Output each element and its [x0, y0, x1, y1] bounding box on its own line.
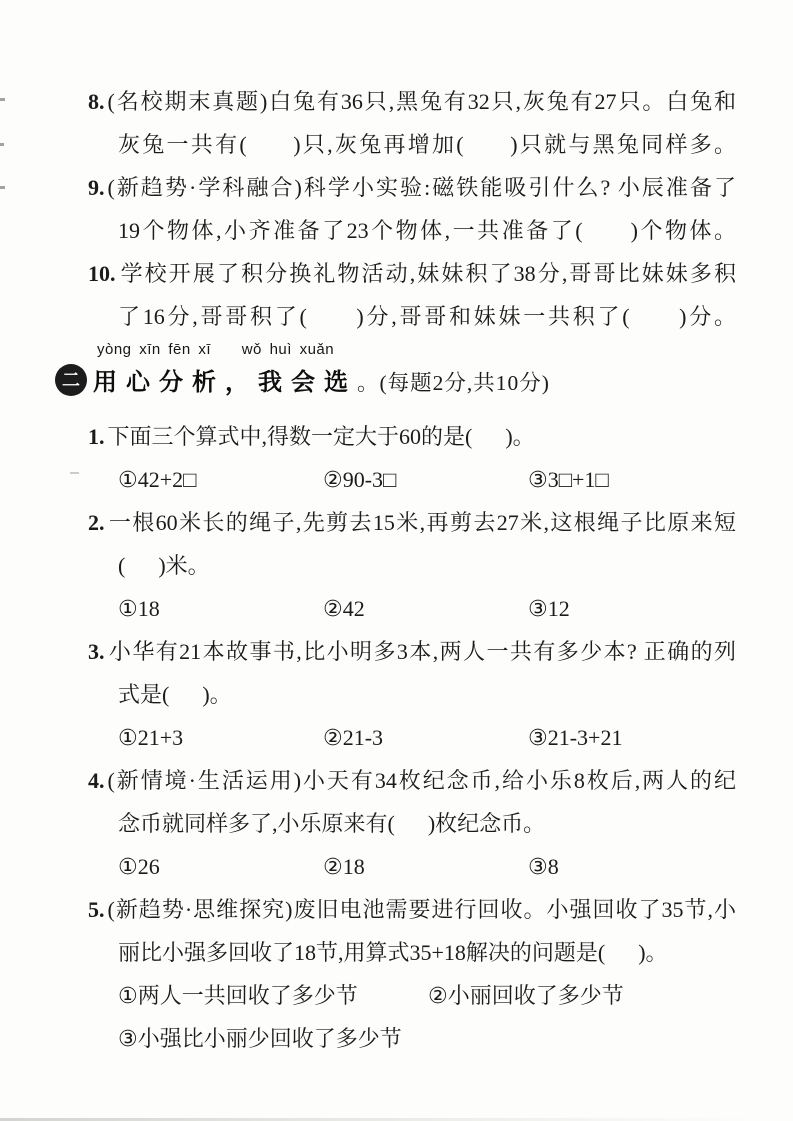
- section-score-note: 。(每题2分,共10分): [357, 371, 550, 395]
- q10-number: 10.: [88, 261, 116, 286]
- c3-option-2: ②21-3: [323, 725, 384, 750]
- q8-line-2: [88, 123, 736, 166]
- q8-text-2: 灰兔一共有( )只,灰兔再增加( )只就与黑兔同样多。: [118, 132, 736, 157]
- q9-line-1: [88, 166, 736, 209]
- c4-text-2: 念币就同样多了,小乐原来有( )枚纪念币。: [118, 811, 546, 836]
- c3-text-2: 式是( )。: [118, 682, 232, 707]
- c1-number: 1.: [88, 424, 105, 449]
- c5-number: 5.: [88, 897, 105, 922]
- q9-number: 9.: [88, 175, 105, 200]
- c1-line-1: [88, 415, 736, 458]
- c5-option-2: ②小丽回收了多少节: [428, 983, 624, 1008]
- section-pinyin: yòng xīn fēn xī wǒ huì xuǎn: [97, 341, 335, 358]
- c4-options: [88, 845, 736, 888]
- section-title-text: 用心分析，我会选: [93, 369, 357, 396]
- c4-line-1: [88, 759, 736, 802]
- c3-options: [88, 716, 736, 759]
- c2-number: 2.: [88, 510, 105, 535]
- c3-line-2: [88, 673, 736, 716]
- c2-option-2: ②42: [323, 596, 365, 621]
- c5-line-2: [88, 931, 736, 974]
- c4-line-2: [88, 802, 736, 845]
- c3-line-1: [88, 630, 736, 673]
- scan-artifact: [0, 186, 5, 189]
- section-two-header: [55, 338, 736, 415]
- c5-option-3: ③小强比小丽少回收了多少节: [118, 1026, 402, 1051]
- c4-option-3: ③8: [528, 854, 559, 879]
- c4-option-2: ②18: [323, 854, 365, 879]
- q10-text-1: 学校开展了积分换礼物活动,妹妹积了38分,哥哥比妹妹多积: [118, 261, 736, 286]
- c1-option-1: ①42+2□: [118, 467, 197, 492]
- c5-text-2: 丽比小强多回收了18节,用算式35+18解决的问题是( )。: [118, 940, 668, 965]
- q9-line-2: [88, 209, 736, 252]
- c2-option-3: ③12: [528, 596, 570, 621]
- c3-number: 3.: [88, 639, 105, 664]
- q8-line-1: [88, 80, 736, 123]
- c2-text-2: ( )米。: [118, 553, 210, 578]
- section-title: [93, 362, 550, 397]
- c3-option-1: ①21+3: [118, 725, 184, 750]
- c1-option-2: ②90-3□: [323, 467, 397, 492]
- c2-option-1: ①18: [118, 596, 160, 621]
- q10-line-1: [88, 252, 736, 295]
- q10-text-2: 了16分,哥哥积了( )分,哥哥和妹妹一共积了( )分。: [118, 304, 736, 329]
- c5-line-1: [88, 888, 736, 931]
- scan-artifact: [0, 98, 5, 101]
- c2-line-2: [88, 544, 736, 587]
- c5-text-1: (新趋势·思维探究)废旧电池需要进行回收。小强回收了35节,小: [107, 897, 736, 922]
- section-two-icon: [55, 364, 87, 396]
- scan-artifact: [70, 472, 79, 474]
- c4-text-1: (新情境·生活运用)小天有34枚纪念币,给小乐8枚后,两人的纪: [107, 768, 736, 793]
- section-two-icon-label: 二: [62, 370, 80, 390]
- c3-text-1: 小华有21本故事书,比小明多3本,两人一共有多少本? 正确的列: [107, 639, 736, 664]
- c1-option-3: ③3□+1□: [528, 467, 609, 492]
- c2-options: [88, 587, 736, 630]
- c1-text-1: 下面三个算式中,得数一定大于60的是( )。: [107, 424, 535, 449]
- c4-number: 4.: [88, 768, 105, 793]
- c5-options-row-1: [88, 974, 736, 1017]
- c2-text-1: 一根60米长的绳子,先剪去15米,再剪去27米,这根绳子比原来短: [107, 510, 736, 535]
- c4-option-1: ①26: [118, 854, 160, 879]
- q10-line-2: [88, 295, 736, 338]
- scan-artifact: [0, 143, 4, 146]
- c1-options: [88, 458, 736, 501]
- c5-option-1: ①两人一共回收了多少节: [118, 983, 358, 1008]
- c2-line-1: [88, 501, 736, 544]
- c5-options-row-2: [88, 1017, 736, 1060]
- q9-text-2: 19个物体,小齐准备了23个物体,一共准备了( )个物体。: [118, 218, 736, 243]
- q9-text-1: (新趋势·学科融合)科学小实验:磁铁能吸引什么? 小辰准备了: [107, 175, 736, 200]
- q8-number: 8.: [88, 89, 105, 114]
- c3-option-3: ③21-3+21: [528, 725, 623, 750]
- q8-text-1: (名校期末真题)白兔有36只,黑兔有32只,灰兔有27只。白兔和: [107, 89, 736, 114]
